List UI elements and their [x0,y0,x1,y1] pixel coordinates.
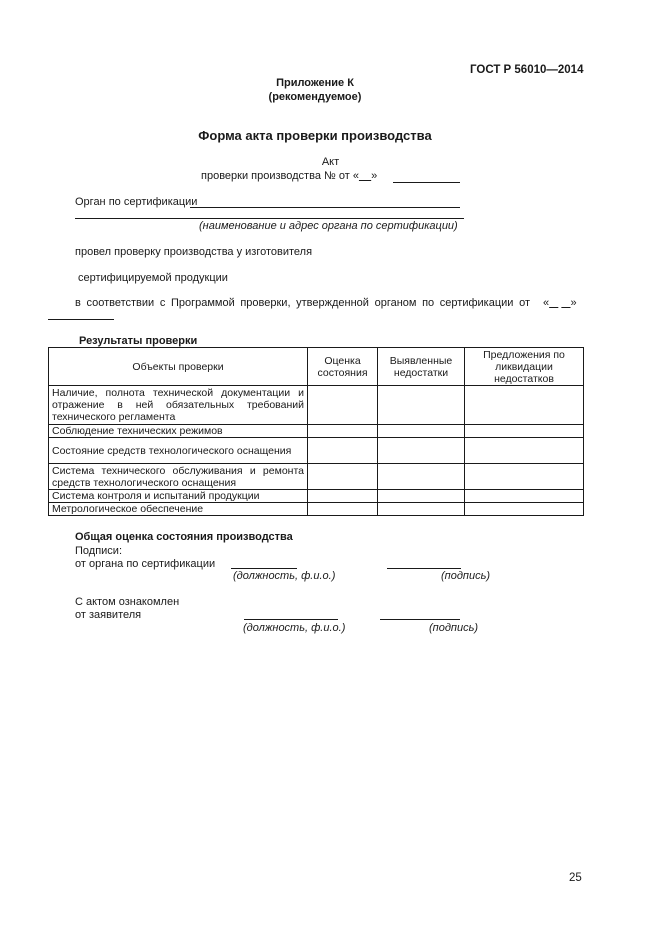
cell-proposals[interactable] [465,490,584,503]
table-header-row [49,348,584,386]
program-word: по [422,297,435,309]
act-subtitle [201,170,377,182]
position-line-2 [244,619,338,620]
position-caption-1: (должность, ф.и.о.) [233,570,336,582]
signature-caption-2: (подпись) [429,622,479,634]
table-row [49,490,584,503]
cell-assessment[interactable] [308,503,378,516]
table-row [49,438,584,464]
cell-proposals[interactable] [465,464,584,490]
program-month-blank [561,297,570,309]
program-word: органом [374,297,417,309]
program-word: соответствии [86,297,155,309]
table-row [49,503,584,516]
cell-proposals[interactable] [465,386,584,425]
cell-proposals[interactable] [465,438,584,464]
program-word: от [519,297,530,309]
table-row [49,386,584,425]
row-object: Метрологическое обеспечение [49,503,308,516]
standard-number: ГОСТ Р 56010—2014 [470,64,584,76]
act-subtitle-close: » [371,170,378,182]
assessment-heading: Общая оценка состояния производства [75,531,293,543]
signature-caption-1: (подпись) [441,570,491,582]
row-object: Система контроля и испытаний продукции [49,490,308,503]
program-word: Программой [170,297,235,309]
day-blank [359,170,371,182]
program-word: в [75,297,81,309]
form-title: Форма акта проверки производства [198,128,432,143]
row-object: Наличие, полнота технической документации и отражение в ней обязательных требований технического регламента [49,386,308,425]
certification-body-caption: (наименование и адрес органа по сертификации) [199,220,458,232]
cell-deficiencies[interactable] [378,425,465,438]
cell-deficiencies[interactable] [378,464,465,490]
position-caption-2: (должность, ф.и.о.) [243,622,346,634]
cell-deficiencies[interactable] [378,503,465,516]
cell-assessment[interactable] [308,386,378,425]
from-certification-body: от органа по сертификации [75,558,216,570]
certification-body-label: Орган по сертификации [75,196,198,208]
appendix-note: (рекомендуемое) [268,91,362,103]
cell-proposals[interactable] [465,503,584,516]
program-quote-open: « [543,297,550,309]
row-object: Состояние средств технологического оснащения [49,438,308,464]
program-word: сертификации [439,297,514,309]
program-date [543,297,577,309]
row-object: Соблюдение технических режимов [49,425,308,438]
certification-body-line-2 [75,218,464,219]
appendix-title: Приложение К [276,77,354,89]
act-title: Акт [321,156,340,168]
act-subtitle-prefix: проверки производства № от « [201,170,359,182]
column-header: Оценка состояния [308,348,378,386]
program-quote-close: » [570,297,577,309]
results-heading: Результаты проверки [79,335,198,347]
position-line-1 [231,568,297,569]
date-line [393,182,460,183]
manufacturer-line: провел проверку производства у изготовителя [75,246,313,258]
acquainted-label: С актом ознакомлен [75,596,180,608]
cell-assessment[interactable] [308,438,378,464]
results-table [48,347,584,516]
program-day-blank [549,297,558,309]
program-word: проверки, [240,297,291,309]
table-row [49,464,584,490]
certification-body-line-1 [190,207,460,208]
product-line: сертифицируемой продукции [78,272,228,284]
cell-proposals[interactable] [465,425,584,438]
signatures-label: Подписи: [75,545,123,557]
from-applicant: от заявителя [75,609,142,621]
program-word: утвержденной [296,297,369,309]
signature-line-2 [380,619,460,620]
program-word: с [159,297,166,309]
cell-deficiencies[interactable] [378,386,465,425]
cell-assessment[interactable] [308,490,378,503]
cell-assessment[interactable] [308,425,378,438]
column-header: Предложения по ликвидации недостатков [465,348,584,386]
signature-line-1 [387,568,461,569]
cell-assessment[interactable] [308,464,378,490]
column-header: Объекты проверки [49,348,308,386]
column-header: Выявленные недостатки [378,348,465,386]
cell-deficiencies[interactable] [378,438,465,464]
program-line [75,297,530,309]
program-date-line [48,319,114,320]
cell-deficiencies[interactable] [378,490,465,503]
table-row [49,425,584,438]
row-object: Система технического обслуживания и ремонта средств технологического оснащения [49,464,308,490]
page-number: 25 [569,872,582,884]
